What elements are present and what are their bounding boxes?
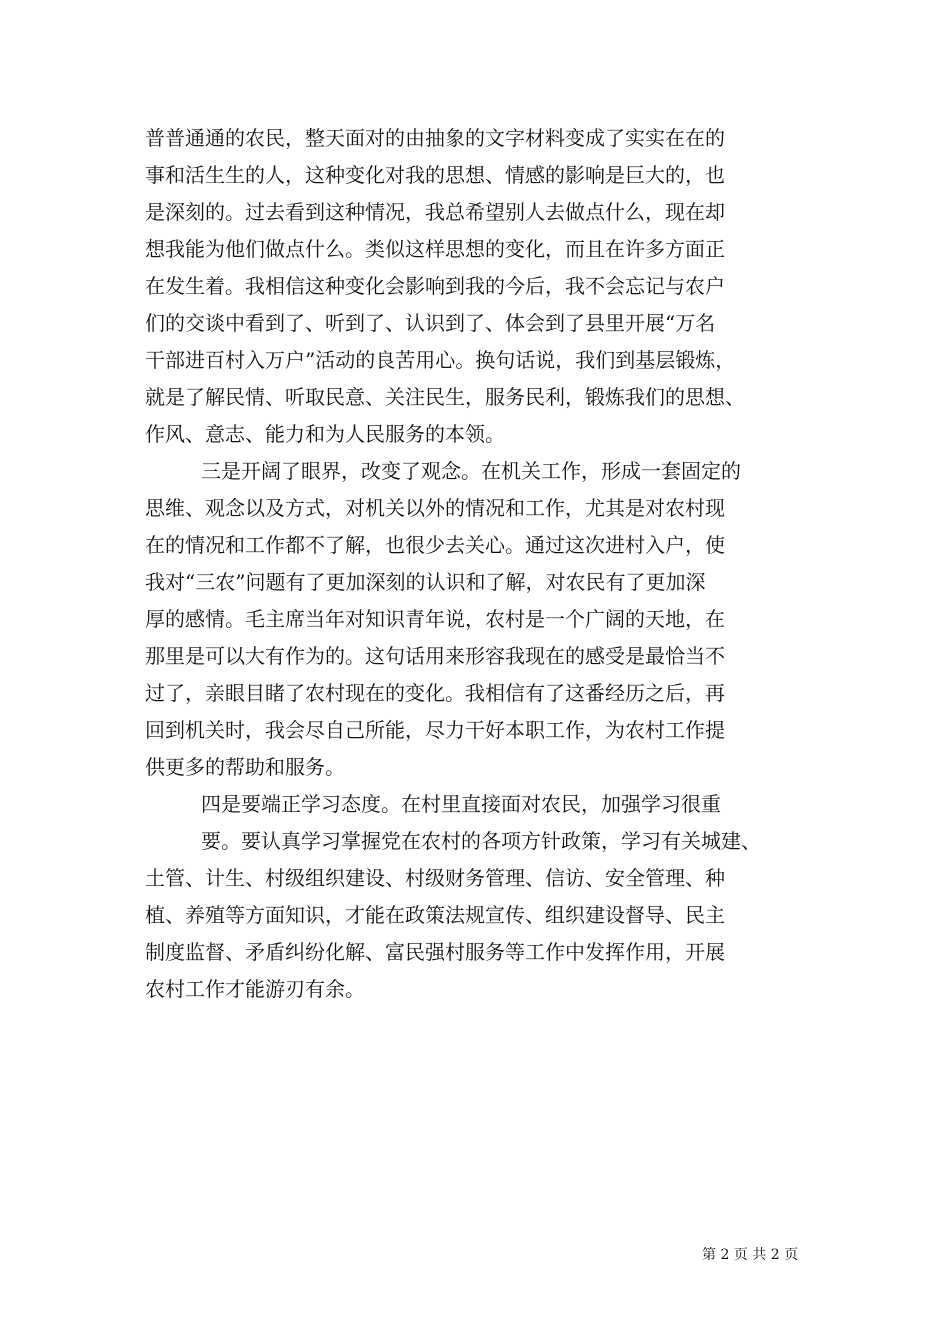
text-line: 是深刻的。过去看到这种情况，我总希望别人去做点什么，现在却	[145, 200, 725, 224]
text-line: 普普通通的农民，整天面对的由抽象的文字材料变成了实实在在的	[145, 126, 725, 150]
text-line: 土管、计生、村级组织建设、村级财务管理、信访、安全管理、种	[145, 866, 725, 890]
text-line: 制度监督、矛盾纠纷化解、富民强村服务等工作中发挥作用，开展	[145, 940, 725, 964]
text-line: 在发生着。我相信这种变化会影响到我的今后，我不会忘记与农户	[145, 274, 725, 298]
text-line: 那里是可以大有作为的。这句话用来形容我现在的感受是最恰当不	[145, 644, 725, 668]
text-line: 在的情况和工作都不了解，也很少去关心。通过这次进村入户，使	[145, 533, 725, 557]
text-line: 们的交谈中看到了、听到了、认识到了、体会到了县里开展“万名	[145, 311, 716, 335]
text-line: 就是了解民情、听取民意、关注民生，服务民利，锻炼我们的思想、	[145, 385, 745, 409]
text-line: 过了，亲眼目睹了农村现在的变化。我相信有了这番经历之后，再	[145, 681, 725, 705]
text-line: 农村工作才能游刃有余。	[145, 977, 365, 1001]
text-line: 事和活生生的人，这种变化对我的思想、情感的影响是巨大的，也	[145, 163, 725, 187]
text-line: 回到机关时，我会尽自己所能，尽力干好本职工作，为农村工作提	[145, 718, 725, 742]
paragraph-start-line: 三是开阔了眼界，改变了观念。在机关工作，形成一套固定的	[201, 459, 741, 483]
text-line: 供更多的帮助和服务。	[145, 755, 345, 779]
text-line: 我对“三农”问题有了更加深刻的认识和了解，对农民有了更加深	[145, 570, 706, 594]
page-number-footer: 第 2 页 共 2 页	[702, 1247, 799, 1263]
text-line: 思维、观念以及方式，对机关以外的情况和工作，尤其是对农村现	[145, 496, 725, 520]
text-line: 想我能为他们做点什么。类似这样思想的变化，而且在许多方面正	[145, 237, 725, 261]
text-line: 要。要认真学习掌握党在农村的各项方针政策，学习有关城建、	[201, 829, 761, 853]
text-line: 作风、意志、能力和为人民服务的本领。	[145, 422, 505, 446]
text-line: 植、养殖等方面知识，才能在政策法规宣传、组织建设督导、民主	[145, 903, 725, 927]
text-line: 干部进百村入万户”活动的良苦用心。换句话说，我们到基层锻炼，	[145, 348, 736, 372]
text-line: 厚的感情。毛主席当年对知识青年说，农村是一个广阔的天地，在	[145, 607, 725, 631]
paragraph-start-line: 四是要端正学习态度。在村里直接面对农民，加强学习很重	[201, 792, 721, 816]
